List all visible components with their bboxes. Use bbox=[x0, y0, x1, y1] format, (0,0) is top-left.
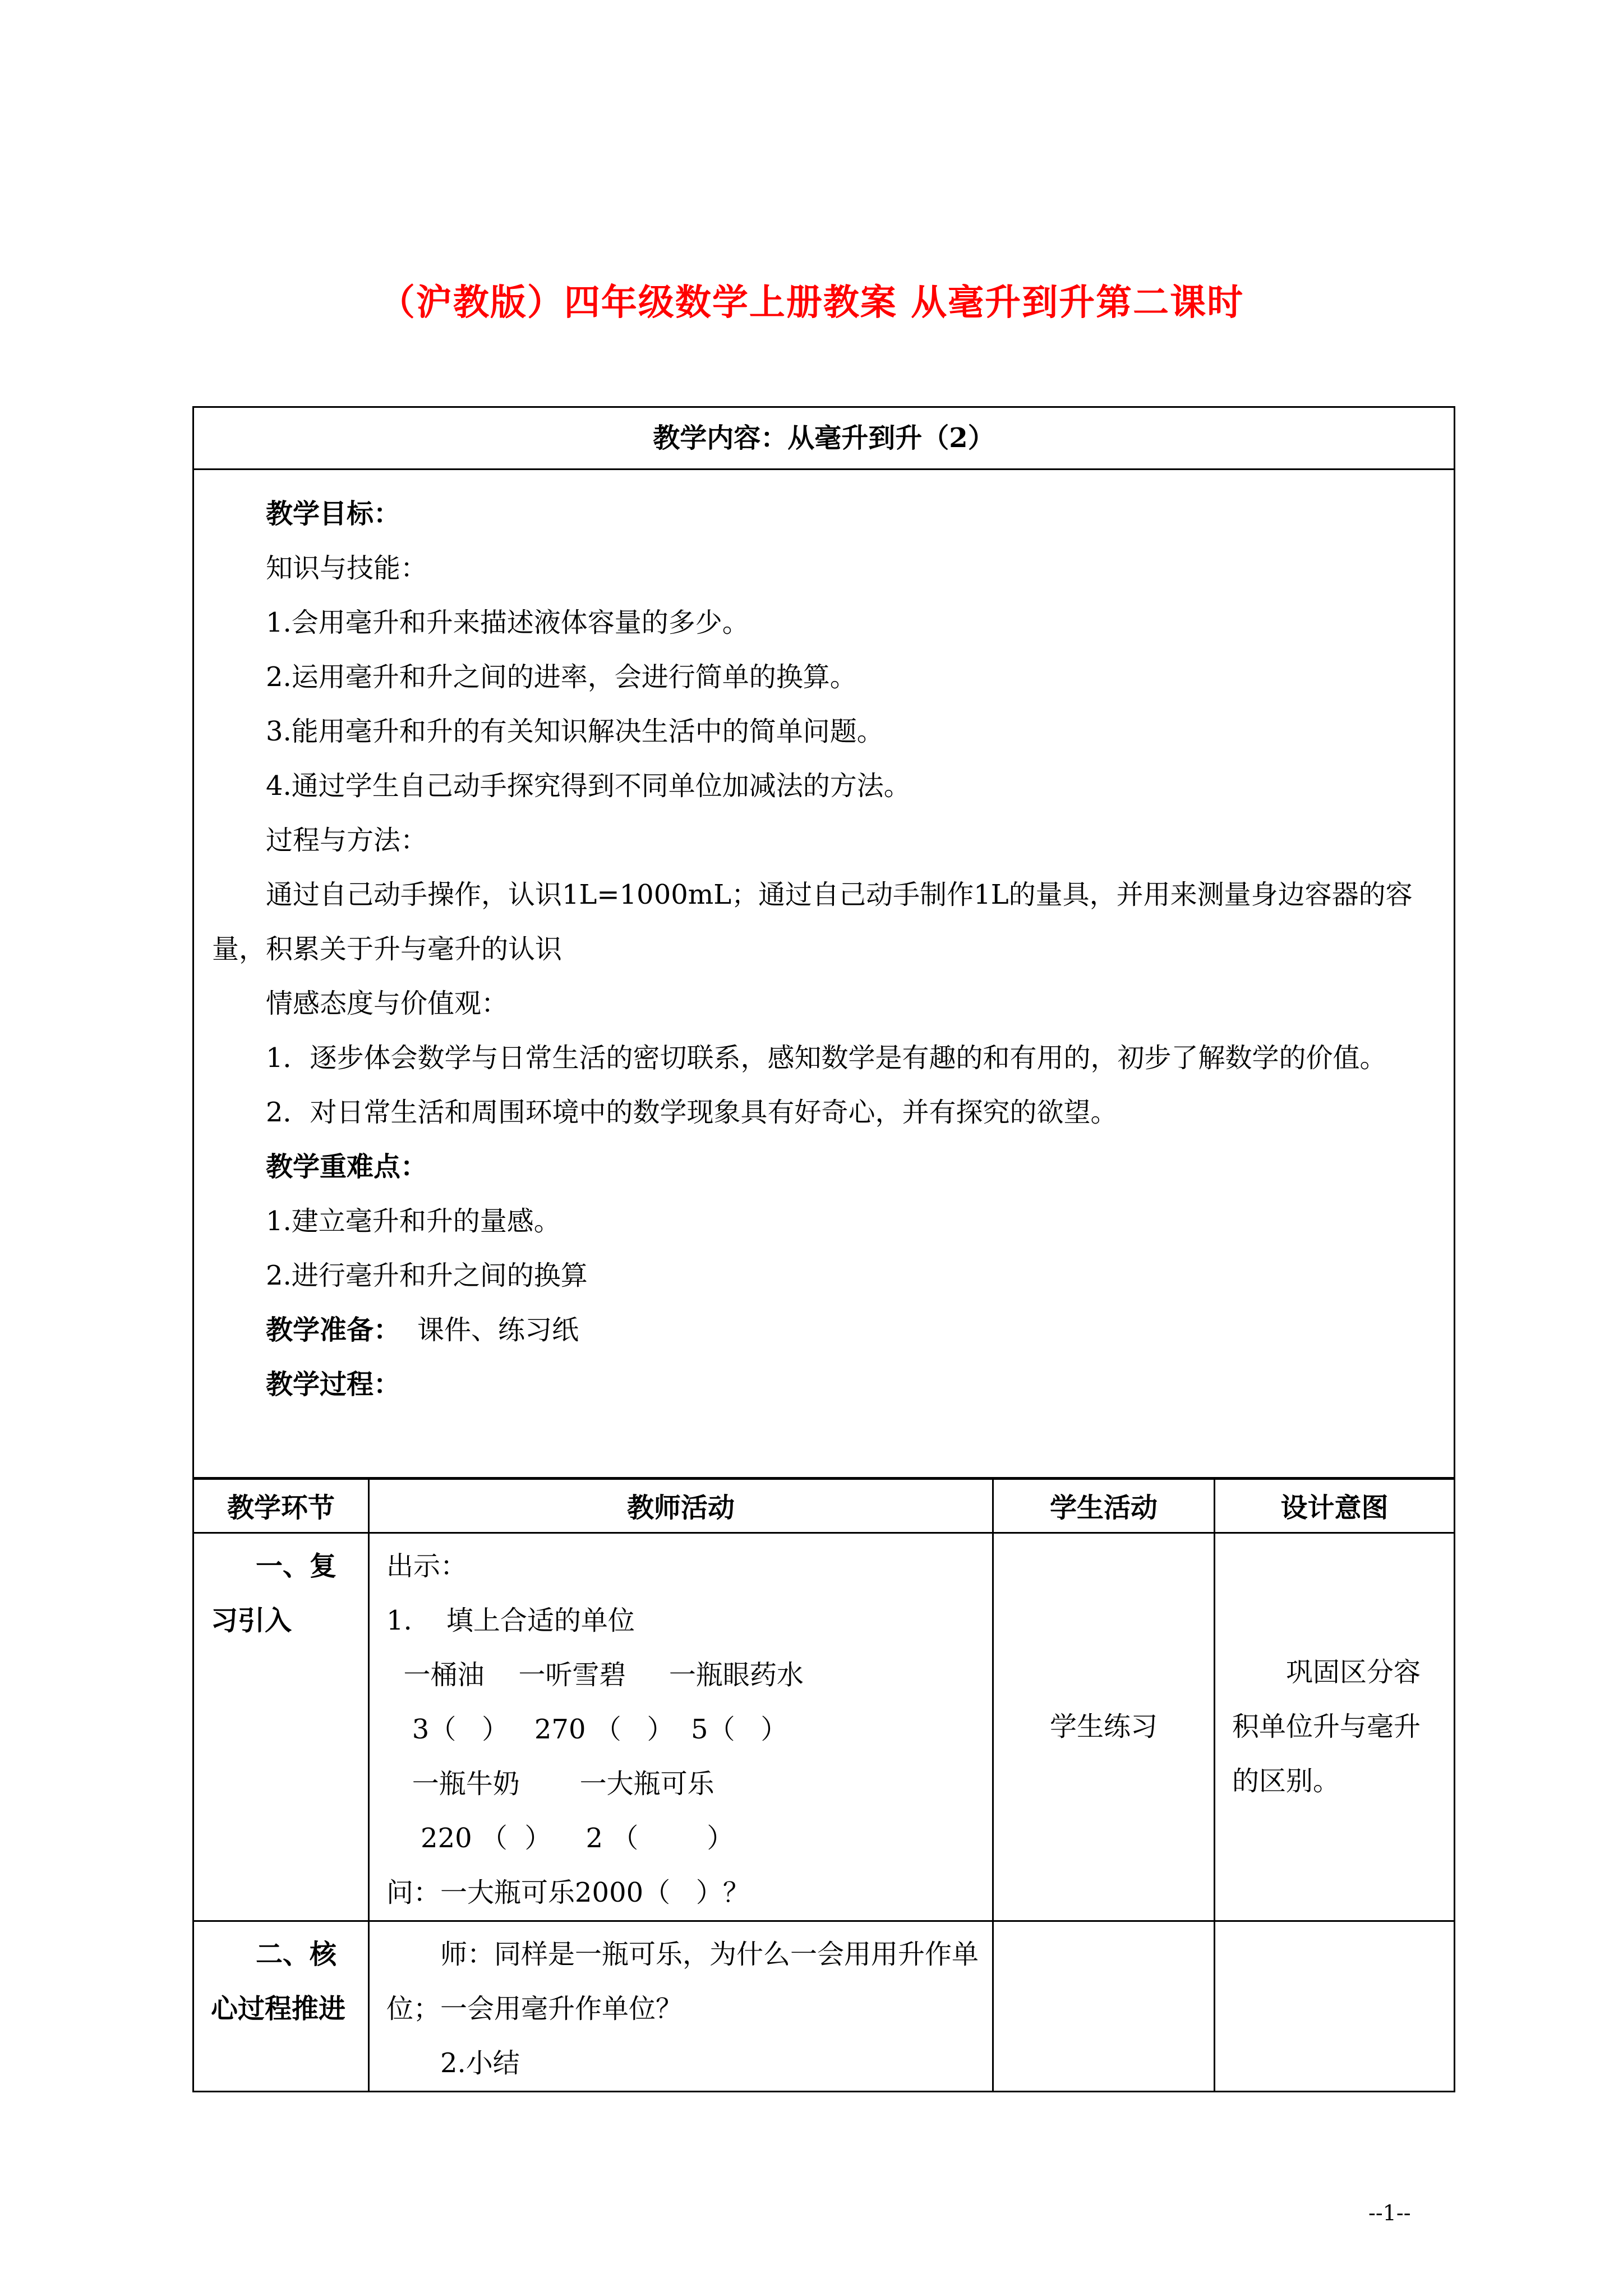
teacher-cell bbox=[369, 1533, 993, 1921]
teacher-cell bbox=[369, 1921, 993, 2092]
knowledge-item: 3.能用毫升和升的有关知识解决生活中的简单问题。 bbox=[266, 716, 884, 747]
teacher-line: 问：一大瓶可乐2000（ ）？ bbox=[386, 1877, 750, 1908]
student-cell: 学生练习 bbox=[993, 1533, 1215, 1921]
teacher-line: 一桶油 一听雪碧 一瓶眼药水 bbox=[386, 1659, 804, 1691]
header-student: 学生活动 bbox=[993, 1478, 1215, 1533]
prep-heading: 教学准备： bbox=[266, 1314, 401, 1346]
lesson-info-box bbox=[192, 406, 1455, 1480]
design-cell bbox=[1215, 1921, 1455, 2092]
header-design: 设计意图 bbox=[1215, 1478, 1455, 1533]
stage-cell: 二、核心过程推进 bbox=[193, 1921, 369, 2092]
process-text: 通过自己动手操作，认识1L=1000mL；通过自己动手制作1L的量具，并用来测量身边容器的容量，积累关于升与毫升的认识 bbox=[212, 879, 1413, 965]
teacher-line: 师：同样是一瓶可乐，为什么一会用用升作单位；一会用毫升作单位？ bbox=[386, 1939, 979, 2024]
prep-line bbox=[212, 1303, 1436, 1358]
table-row bbox=[193, 1921, 1455, 2092]
knowledge-item: 2.运用毫升和升之间的进率，会进行简单的换算。 bbox=[266, 661, 857, 693]
design-cell: 巩固区分容积单位升与毫升的区别。 bbox=[1215, 1533, 1455, 1921]
student-cell bbox=[993, 1921, 1215, 2092]
knowledge-item: 4.通过学生自己动手探究得到不同单位加减法的方法。 bbox=[266, 770, 911, 802]
stage-cell: 一、复习引入 bbox=[193, 1533, 369, 1921]
teacher-line: 一瓶牛奶 一大瓶可乐 bbox=[386, 1768, 714, 1800]
teacher-line: 出示： bbox=[386, 1550, 468, 1582]
teacher-line: 3（ ） 270 （ ） 5（ ） bbox=[386, 1714, 788, 1745]
key-item: 2.进行毫升和升之间的换算 bbox=[266, 1260, 588, 1291]
content-header: 教学内容：从毫升到升（2） bbox=[194, 408, 1454, 470]
document-title: （沪教版）四年级数学上册教案 从毫升到升第二课时 bbox=[379, 282, 1244, 324]
teacher-line: 220 （ ） 2 （ ） bbox=[386, 1823, 734, 1854]
table-row bbox=[193, 1533, 1455, 1921]
teacher-line: 1. 填上合适的单位 bbox=[386, 1605, 635, 1636]
page-number: --1-- bbox=[1368, 2201, 1411, 2225]
header-stage: 教学环节 bbox=[193, 1478, 369, 1533]
emotion-heading: 情感态度与价值观： bbox=[266, 988, 509, 1019]
process-heading: 过程与方法： bbox=[266, 825, 428, 856]
header-teacher: 教师活动 bbox=[369, 1478, 993, 1533]
objectives-heading: 教学目标： bbox=[266, 498, 401, 530]
prep-value: 课件、练习纸 bbox=[417, 1314, 579, 1346]
knowledge-heading: 知识与技能： bbox=[266, 553, 428, 584]
key-item: 1.建立毫升和升的量感。 bbox=[266, 1205, 561, 1237]
teacher-line: 2.小结 bbox=[440, 2047, 520, 2079]
emotion-item: 2．对日常生活和周围环境中的数学现象具有好奇心，并有探究的欲望。 bbox=[266, 1097, 1118, 1128]
table-header-row bbox=[193, 1478, 1455, 1533]
process-table bbox=[192, 1477, 1455, 2092]
key-heading: 教学重难点： bbox=[266, 1151, 428, 1182]
process-label: 教学过程： bbox=[266, 1369, 401, 1400]
emotion-item: 1．逐步体会数学与日常生活的密切联系，感知数学是有趣的和有用的，初步了解数学的价值。 bbox=[266, 1042, 1387, 1074]
knowledge-item: 1.会用毫升和升来描述液体容量的多少。 bbox=[266, 607, 749, 638]
objectives-section bbox=[194, 470, 1454, 1478]
